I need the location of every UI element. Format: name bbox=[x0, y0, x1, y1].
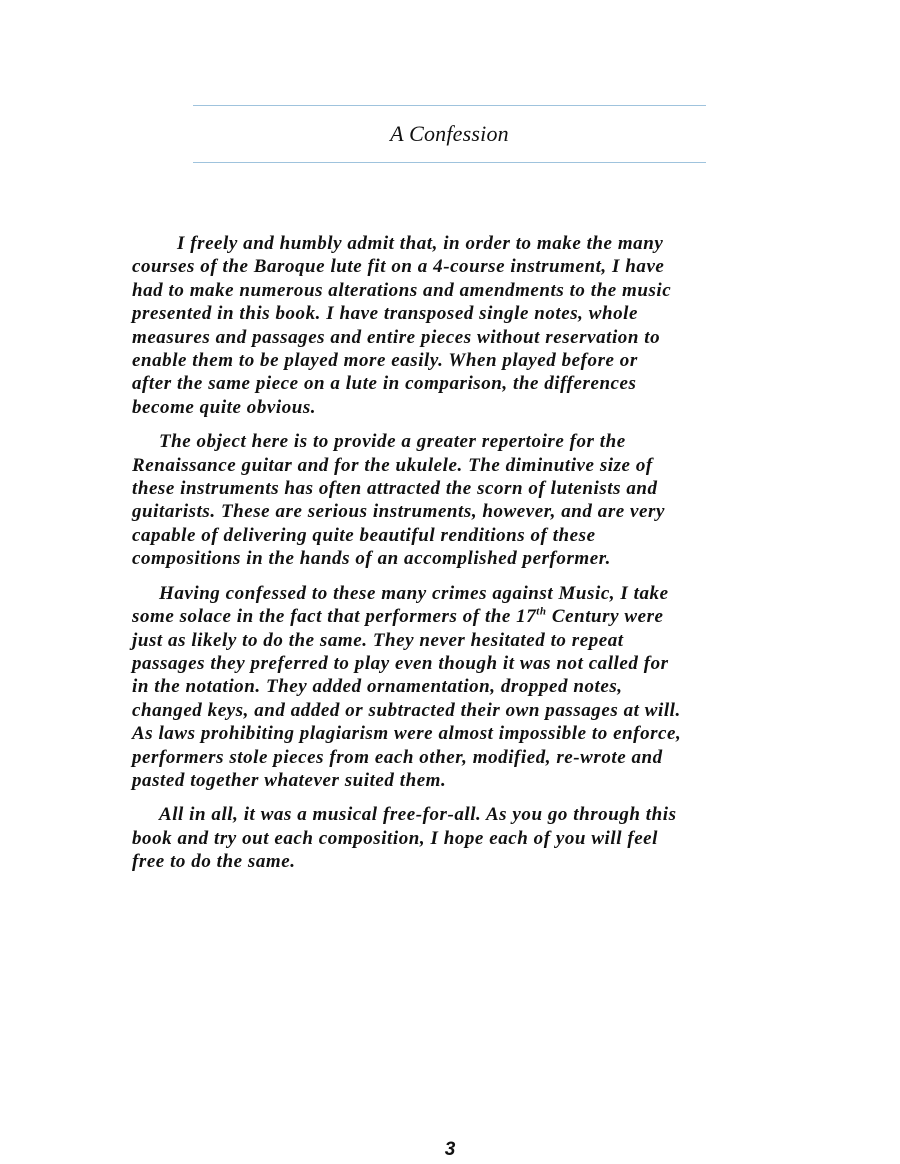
page-number: 3 bbox=[444, 1139, 456, 1160]
text-line bbox=[132, 605, 772, 628]
text-line: All in all, it was a musical free-for-all. As you go through this bbox=[159, 804, 677, 826]
text-line: pasted together whatever suited them. bbox=[132, 769, 447, 791]
text-line: book and try out each composition, I hope each of you will feel bbox=[132, 827, 658, 849]
title-rule-bottom bbox=[193, 162, 706, 163]
text-line: compositions in the hands of an accomplished performer. bbox=[132, 548, 611, 570]
text-line: I freely and humbly admit that, in order to make the many bbox=[177, 233, 664, 254]
text-line: courses of the Baroque lute fit on a 4-course instrument, I have bbox=[132, 256, 665, 278]
text-line: just as likely to do the same. They never hesitated to repeat bbox=[132, 629, 624, 651]
paragraph-4 bbox=[132, 803, 772, 873]
text-line: changed keys, and added or subtracted their own passages at will. bbox=[132, 699, 681, 721]
text-line: had to make numerous alterations and amendments to the music bbox=[132, 279, 672, 301]
text-line-head: some solace in the fact that performers of the 17 bbox=[132, 606, 537, 628]
text-line-tail: Century were bbox=[546, 606, 664, 628]
text-line: The object here is to provide a greater repertoire for the bbox=[159, 431, 626, 453]
page-title: A Confession bbox=[390, 121, 509, 146]
text-line: measures and passages and entire pieces without reservation to bbox=[132, 326, 661, 348]
body-text bbox=[132, 232, 772, 885]
title-rule-top bbox=[193, 105, 706, 106]
text-line: free to do the same. bbox=[132, 851, 296, 873]
text-line: capable of delivering quite beautiful renditions of these bbox=[132, 524, 596, 546]
text-line: guitarists. These are serious instruments, however, and are very bbox=[132, 501, 665, 523]
text-line: enable them to be played more easily. When played before or bbox=[132, 350, 638, 372]
text-line: Having confessed to these many crimes against Music, I take bbox=[159, 582, 669, 604]
paragraph-2 bbox=[132, 430, 772, 570]
ordinal-superscript: th bbox=[536, 605, 547, 618]
text-line: these instruments has often attracted the scorn of lutenists and bbox=[132, 478, 658, 500]
text-line: after the same piece on a lute in comparison, the differences bbox=[132, 373, 637, 395]
text-line: presented in this book. I have transposed single notes, whole bbox=[132, 303, 638, 325]
paragraph-3 bbox=[132, 582, 772, 793]
text-line: As laws prohibiting plagiarism were almost impossible to enforce, bbox=[132, 723, 682, 745]
text-line: performers stole pieces from each other, modified, re-wrote and bbox=[132, 746, 663, 768]
text-line: Renaissance guitar and for the ukulele. The diminutive size of bbox=[132, 454, 653, 476]
text-line: become quite obvious. bbox=[132, 396, 317, 418]
text-line: passages they preferred to play even though it was not called for bbox=[132, 652, 669, 674]
paragraph-1 bbox=[132, 232, 772, 419]
text-line: in the notation. They added ornamentation, dropped notes, bbox=[132, 676, 623, 698]
